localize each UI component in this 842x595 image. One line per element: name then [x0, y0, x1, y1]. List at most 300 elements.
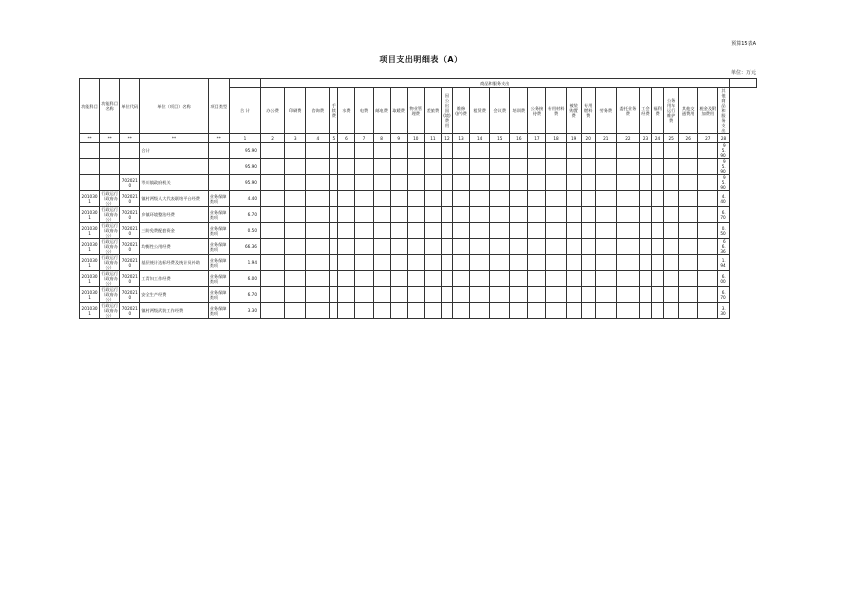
empty-cell — [679, 271, 698, 287]
empty-cell — [260, 287, 284, 303]
column-header: 被装购置费 — [566, 88, 581, 134]
table-row — [80, 255, 757, 271]
unit-label: 单位：万元 — [730, 70, 756, 76]
empty-cell — [441, 287, 452, 303]
func-name-cell: 行政运行（政府办公） — [101, 255, 119, 270]
empty-cell — [390, 223, 407, 239]
func-name-cell — [100, 159, 120, 175]
empty-cell — [452, 271, 469, 287]
func-name-cell — [100, 143, 120, 159]
column-header: 工会经费 — [639, 88, 651, 134]
empty-cell — [546, 303, 566, 319]
empty-cell — [470, 207, 490, 223]
empty-cell — [260, 239, 284, 255]
empty-cell — [373, 303, 390, 319]
index-number: 4 — [306, 134, 330, 143]
column-header: 委托业务费 — [616, 88, 639, 134]
empty-cell — [528, 223, 546, 239]
empty-cell — [285, 159, 306, 175]
empty-cell — [441, 223, 452, 239]
total-cell: 95.90 — [229, 159, 260, 175]
empty-cell — [424, 239, 441, 255]
empty-cell — [698, 303, 718, 319]
empty-cell — [652, 159, 664, 175]
func-code-cell: 2010301 — [80, 287, 100, 303]
empty-cell — [338, 175, 355, 191]
empty-cell — [566, 175, 581, 191]
empty-cell — [616, 303, 639, 319]
index-mark: ** — [208, 134, 229, 143]
index-number: 12 — [441, 134, 452, 143]
empty-cell — [510, 287, 528, 303]
empty-cell — [652, 175, 664, 191]
empty-cell — [390, 271, 407, 287]
func-name-cell: 行政运行（政府办公） — [101, 303, 119, 318]
empty-cell — [355, 175, 373, 191]
empty-cell — [407, 255, 424, 271]
empty-cell — [390, 143, 407, 159]
empty-cell — [528, 271, 546, 287]
empty-cell — [355, 207, 373, 223]
empty-cell — [581, 223, 595, 239]
unit-code-cell: 7020210 — [120, 287, 140, 303]
empty-cell — [510, 255, 528, 271]
empty-cell — [639, 287, 651, 303]
index-number: 6 — [338, 134, 355, 143]
unit-code-cell — [120, 143, 140, 159]
unit-name-cell: 合计 — [140, 143, 208, 159]
other-cell: 95.90 — [718, 159, 729, 175]
empty-cell — [528, 255, 546, 271]
column-header: 公务用车运行维护费 — [664, 88, 679, 134]
empty-cell — [373, 287, 390, 303]
empty-cell — [546, 239, 566, 255]
other-cell: 4.40 — [718, 191, 729, 207]
unit-name-cell — [140, 159, 208, 175]
empty-cell — [441, 255, 452, 271]
empty-cell — [260, 191, 284, 207]
func-code-cell: 2010301 — [80, 191, 100, 207]
empty-cell — [390, 287, 407, 303]
index-number: 7 — [355, 134, 373, 143]
empty-cell — [355, 303, 373, 319]
empty-cell — [306, 239, 330, 255]
empty-cell — [490, 175, 510, 191]
header-row — [80, 79, 757, 88]
empty-cell — [424, 175, 441, 191]
empty-cell — [330, 303, 338, 319]
empty-cell — [407, 239, 424, 255]
empty-cell — [546, 255, 566, 271]
proj-type-cell: 业务保障类项 — [208, 207, 229, 223]
empty-cell — [330, 191, 338, 207]
index-number: 28 — [718, 134, 729, 143]
func-name-cell: 行政运行（政府办公） — [101, 223, 119, 238]
proj-type-cell: 业务保障类项 — [208, 255, 229, 271]
empty-cell — [373, 175, 390, 191]
empty-cell — [390, 239, 407, 255]
empty-cell — [679, 287, 698, 303]
func-name-cell: 行政运行（政府办公） — [101, 207, 119, 222]
proj-type-cell — [208, 159, 229, 175]
expenditure-table — [79, 78, 757, 319]
func-code-cell — [80, 143, 100, 159]
empty-cell — [260, 159, 284, 175]
column-header: 因公出国(境)费用 — [441, 88, 452, 134]
total-cell: 6.70 — [229, 207, 260, 223]
empty-cell — [424, 271, 441, 287]
empty-cell — [595, 207, 616, 223]
unit-code-cell: 7020210 — [120, 175, 140, 191]
empty-cell — [698, 175, 718, 191]
index-number: 13 — [452, 134, 469, 143]
empty-cell — [595, 143, 616, 159]
proj-type-cell — [208, 175, 229, 191]
other-cell: 3.30 — [718, 303, 729, 319]
empty-cell — [407, 191, 424, 207]
empty-cell — [306, 223, 330, 239]
column-header: 印刷费 — [285, 88, 306, 134]
func-code-cell: 2010301 — [80, 303, 100, 319]
empty-cell — [452, 239, 469, 255]
empty-cell — [510, 223, 528, 239]
empty-cell — [546, 287, 566, 303]
empty-cell — [679, 207, 698, 223]
empty-cell — [470, 143, 490, 159]
empty-cell — [616, 287, 639, 303]
empty-cell — [407, 287, 424, 303]
empty-cell — [490, 191, 510, 207]
empty-cell — [581, 239, 595, 255]
column-header: 税金及附加费用 — [698, 88, 718, 134]
unit-code-cell: 7020210 — [120, 223, 140, 239]
header-unit-name: 单位（项目）名称 — [140, 79, 208, 134]
empty-cell — [338, 207, 355, 223]
empty-cell — [285, 223, 306, 239]
empty-cell — [510, 159, 528, 175]
empty-cell — [528, 191, 546, 207]
index-number: 17 — [528, 134, 546, 143]
index-number: 27 — [698, 134, 718, 143]
empty-cell — [566, 287, 581, 303]
empty-cell — [373, 159, 390, 175]
index-number: 3 — [285, 134, 306, 143]
empty-cell — [338, 223, 355, 239]
func-code-cell: 2010301 — [80, 271, 100, 287]
index-number: 23 — [639, 134, 651, 143]
table-row — [80, 191, 757, 207]
empty-cell — [679, 191, 698, 207]
empty-cell — [490, 207, 510, 223]
index-mark: ** — [100, 134, 120, 143]
empty-cell — [664, 191, 679, 207]
empty-cell — [285, 287, 306, 303]
empty-cell — [664, 255, 679, 271]
empty-cell — [679, 239, 698, 255]
index-number: 26 — [679, 134, 698, 143]
empty-cell — [595, 159, 616, 175]
empty-cell — [306, 207, 330, 223]
empty-cell — [373, 223, 390, 239]
other-cell: 6.00 — [718, 271, 729, 287]
empty-cell — [260, 175, 284, 191]
index-mark: ** — [80, 134, 100, 143]
empty-cell — [581, 191, 595, 207]
empty-cell — [639, 191, 651, 207]
empty-cell — [664, 287, 679, 303]
empty-cell — [441, 239, 452, 255]
unit-code-cell: 7020210 — [120, 239, 140, 255]
table-row — [80, 223, 757, 239]
empty-cell — [452, 143, 469, 159]
column-header: 差旅费 — [424, 88, 441, 134]
empty-cell — [373, 255, 390, 271]
empty-cell — [652, 223, 664, 239]
column-header: 专用材料费 — [546, 88, 566, 134]
other-cell: 95.90 — [718, 175, 729, 191]
empty-cell — [698, 191, 718, 207]
empty-cell — [639, 255, 651, 271]
empty-cell — [595, 271, 616, 287]
total-cell: 95.90 — [229, 143, 260, 159]
empty-cell — [330, 175, 338, 191]
empty-cell — [355, 239, 373, 255]
empty-cell — [373, 207, 390, 223]
empty-cell — [306, 159, 330, 175]
empty-cell — [424, 207, 441, 223]
empty-cell — [330, 239, 338, 255]
func-code-cell: 2010301 — [80, 207, 100, 223]
table-row — [80, 287, 757, 303]
empty-cell — [679, 303, 698, 319]
column-header: 手续费 — [330, 88, 338, 134]
empty-cell — [595, 239, 616, 255]
header-func-name: 功能科目名称 — [100, 79, 120, 134]
column-header: 其他商品和服务支出 — [718, 88, 729, 134]
empty-cell — [452, 175, 469, 191]
other-cell: 66.36 — [718, 239, 729, 255]
index-number: 15 — [490, 134, 510, 143]
unit-code-cell: 7020210 — [120, 303, 140, 319]
empty-cell — [330, 159, 338, 175]
empty-cell — [452, 223, 469, 239]
empty-cell — [390, 159, 407, 175]
empty-cell — [490, 159, 510, 175]
total-cell: 3.30 — [229, 303, 260, 319]
empty-cell — [566, 143, 581, 159]
empty-cell — [424, 191, 441, 207]
empty-cell — [652, 303, 664, 319]
empty-cell — [546, 271, 566, 287]
empty-cell — [546, 143, 566, 159]
table-row — [80, 207, 757, 223]
proj-type-cell — [208, 143, 229, 159]
empty-cell — [424, 303, 441, 319]
empty-cell — [260, 207, 284, 223]
empty-cell — [490, 271, 510, 287]
empty-cell — [452, 287, 469, 303]
empty-cell — [285, 271, 306, 287]
empty-cell — [285, 303, 306, 319]
empty-cell — [260, 303, 284, 319]
column-header: 培训费 — [510, 88, 528, 134]
header-group: 商品和服务支出 — [260, 79, 729, 88]
unit-name-cell: 基层统计达标经费及统计员补助 — [140, 255, 208, 271]
index-number: 25 — [664, 134, 679, 143]
empty-cell — [664, 303, 679, 319]
empty-cell — [581, 207, 595, 223]
empty-cell — [285, 207, 306, 223]
empty-cell — [285, 255, 306, 271]
other-cell: 6.70 — [718, 287, 729, 303]
func-code-cell: 2010301 — [80, 255, 100, 271]
empty-cell — [546, 175, 566, 191]
empty-cell — [595, 175, 616, 191]
empty-cell — [566, 191, 581, 207]
empty-cell — [664, 143, 679, 159]
empty-cell — [528, 143, 546, 159]
empty-cell — [510, 191, 528, 207]
index-number: 19 — [566, 134, 581, 143]
empty-cell — [639, 223, 651, 239]
empty-cell — [639, 271, 651, 287]
empty-cell — [698, 207, 718, 223]
empty-cell — [373, 191, 390, 207]
empty-cell — [510, 143, 528, 159]
func-name-cell: 行政运行（政府办公） — [101, 287, 119, 302]
empty-cell — [679, 255, 698, 271]
header-total-top — [229, 79, 260, 88]
empty-cell — [652, 271, 664, 287]
empty-cell — [390, 303, 407, 319]
empty-cell — [452, 191, 469, 207]
empty-cell — [441, 271, 452, 287]
empty-cell — [679, 143, 698, 159]
empty-cell — [679, 159, 698, 175]
total-cell: 0.50 — [229, 223, 260, 239]
empty-cell — [330, 271, 338, 287]
empty-cell — [664, 175, 679, 191]
func-code-cell — [80, 159, 100, 175]
empty-cell — [639, 143, 651, 159]
empty-cell — [698, 255, 718, 271]
empty-cell — [490, 239, 510, 255]
index-mark: ** — [140, 134, 208, 143]
empty-cell — [581, 175, 595, 191]
empty-cell — [338, 255, 355, 271]
empty-cell — [546, 159, 566, 175]
empty-cell — [452, 159, 469, 175]
column-header: 专用燃料费 — [581, 88, 595, 134]
empty-cell — [470, 255, 490, 271]
table-row — [80, 143, 757, 159]
empty-cell — [490, 303, 510, 319]
empty-cell — [581, 143, 595, 159]
empty-cell — [470, 271, 490, 287]
empty-cell — [679, 223, 698, 239]
index-number: 16 — [510, 134, 528, 143]
column-header: 其他交通费用 — [679, 88, 698, 134]
empty-cell — [330, 207, 338, 223]
empty-cell — [595, 223, 616, 239]
unit-name-cell: 镇村两级人大代表联络平台经费 — [140, 191, 208, 207]
proj-type-cell: 业务保障类项 — [208, 287, 229, 303]
proj-type-cell: 业务保障类项 — [208, 303, 229, 319]
empty-cell — [355, 287, 373, 303]
empty-cell — [452, 303, 469, 319]
unit-name-cell: 安全生产经费 — [140, 287, 208, 303]
empty-cell — [581, 303, 595, 319]
empty-cell — [616, 159, 639, 175]
total-cell: 4.40 — [229, 191, 260, 207]
empty-cell — [616, 255, 639, 271]
empty-cell — [306, 175, 330, 191]
empty-cell — [424, 223, 441, 239]
empty-cell — [566, 159, 581, 175]
empty-cell — [664, 271, 679, 287]
empty-cell — [424, 159, 441, 175]
empty-cell — [338, 239, 355, 255]
column-header: 维修(护)费 — [452, 88, 469, 134]
empty-cell — [566, 303, 581, 319]
empty-cell — [407, 207, 424, 223]
empty-cell — [581, 287, 595, 303]
func-name-cell: 行政运行（政府办公） — [101, 239, 119, 254]
empty-cell — [441, 143, 452, 159]
index-number: 1 — [229, 134, 260, 143]
column-header: 物业管理费 — [407, 88, 424, 134]
empty-cell — [664, 207, 679, 223]
empty-cell — [616, 271, 639, 287]
column-header: 合 计 — [229, 88, 260, 134]
empty-cell — [373, 239, 390, 255]
empty-cell — [355, 191, 373, 207]
other-cell: 95.90 — [718, 143, 729, 159]
empty-cell — [390, 255, 407, 271]
empty-cell — [510, 303, 528, 319]
empty-cell — [528, 207, 546, 223]
empty-cell — [581, 255, 595, 271]
empty-cell — [616, 223, 639, 239]
empty-cell — [424, 143, 441, 159]
empty-cell — [616, 143, 639, 159]
empty-cell — [664, 239, 679, 255]
empty-cell — [355, 271, 373, 287]
empty-cell — [490, 255, 510, 271]
empty-cell — [407, 175, 424, 191]
empty-cell — [330, 287, 338, 303]
header-unit-code: 单位代码 — [120, 79, 140, 134]
empty-cell — [285, 175, 306, 191]
empty-cell — [260, 271, 284, 287]
empty-cell — [390, 175, 407, 191]
empty-cell — [490, 223, 510, 239]
empty-cell — [652, 287, 664, 303]
empty-cell — [528, 175, 546, 191]
index-number: 21 — [595, 134, 616, 143]
unit-code-cell: 7020210 — [120, 271, 140, 287]
empty-cell — [679, 175, 698, 191]
empty-cell — [528, 159, 546, 175]
empty-cell — [566, 271, 581, 287]
empty-cell — [441, 159, 452, 175]
column-header: 电费 — [355, 88, 373, 134]
empty-cell — [470, 159, 490, 175]
column-header: 劳务费 — [595, 88, 616, 134]
page-code: 预算15表A — [731, 41, 756, 47]
empty-cell — [639, 175, 651, 191]
column-header: 租赁费 — [470, 88, 490, 134]
